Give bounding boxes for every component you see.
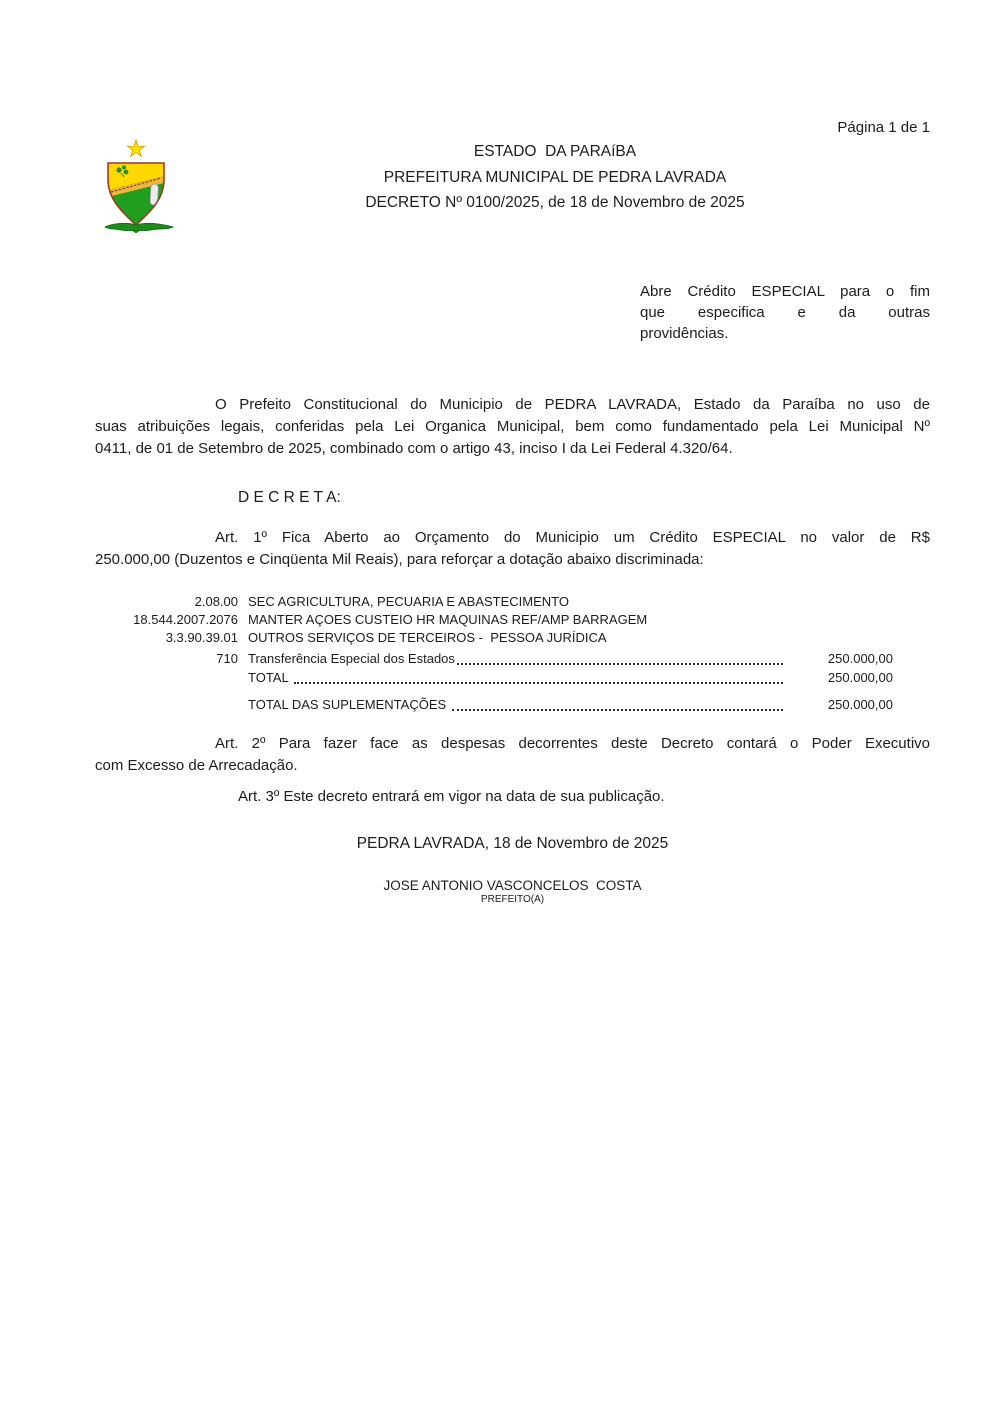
decreta-heading: D E C R E T A: (238, 489, 341, 506)
summary-line: Abre Crédito ESPECIAL para o fim (640, 283, 930, 300)
amount-value: 250.000,00 (827, 697, 893, 712)
decree-preamble (95, 394, 930, 460)
star-icon (127, 140, 144, 156)
account-description: SEC AGRICULTURA, PECUARIA E ABASTECIMENTO (248, 594, 569, 609)
account-description: TOTAL DAS SUPLEMENTAÇÕES (248, 697, 450, 712)
amount-value: 250.000,00 (827, 651, 893, 666)
account-description: TOTAL (248, 670, 292, 685)
document-header (180, 139, 930, 216)
table-row (95, 611, 893, 629)
ribbon-shape (105, 223, 173, 231)
account-code: 710 (216, 651, 238, 666)
decree-title: DECRETO Nº 0100/2025, de 18 de Novembro de 2025 (365, 194, 745, 211)
table-row (95, 593, 893, 611)
account-code: 2.08.00 (194, 594, 238, 609)
municipality-name: PREFEITURA MUNICIPAL DE PEDRA LAVRADA (383, 168, 727, 186)
preamble-line: suas atribuições legais, conferidas pela Lei Organica Municipal, bem como fundamentado pela Lei Municipal Nº (95, 418, 930, 435)
account-description: OUTROS SERVIÇOS DE TERCEIROS - PESSOA JURÍDICA (248, 630, 607, 645)
table-row (95, 629, 893, 647)
state-name: ESTADO DA PARAíBA (473, 143, 637, 160)
summary-line: que especifica e da outras (640, 304, 930, 321)
table-row (95, 669, 893, 687)
article-2-line: Art. 2º Para fazer face as despesas decorrentes deste Decreto contará o Poder Executivo (215, 735, 930, 752)
decree-summary (640, 281, 930, 344)
account-code: 3.3.90.39.01 (165, 630, 238, 645)
article-1-line: Art. 1º Fica Aberto ao Orçamento do Municipio um Crédito ESPECIAL no valor de R$ (215, 529, 930, 546)
account-description: Transferência Especial dos Estados (248, 651, 455, 666)
amount-value: 250.000,00 (827, 670, 893, 685)
municipal-coat-of-arms-logo (103, 136, 175, 236)
signature-block (95, 878, 930, 905)
mayor-title: PREFEITO(A) (480, 894, 545, 905)
table-row (95, 650, 893, 668)
table-row (95, 696, 893, 714)
article-2-line: com Excesso de Arrecadação. (95, 757, 298, 774)
budget-table (95, 593, 893, 714)
dot-leader (452, 709, 783, 711)
article-3: Art. 3º Este decreto entrará em vigor na data de sua publicação. (238, 788, 665, 805)
place-and-date: PEDRA LAVRADA, 18 de Novembro de 2025 (356, 835, 669, 852)
dot-leader (294, 682, 783, 684)
article-1-line: 250.000,00 (Duzentos e Cinqüenta Mil Reais), para reforçar a dotação abaixo discriminada: (95, 551, 704, 568)
account-description: MANTER AÇOES CUSTEIO HR MAQUINAS REF/AMP BARRAGEM (248, 612, 648, 627)
summary-line: providências. (640, 325, 729, 342)
article-2 (95, 733, 930, 777)
mayor-name: JOSE ANTONIO VASCONCELOS COSTA (383, 878, 642, 893)
preamble-line: O Prefeito Constitucional do Municipio de PEDRA LAVRADA, Estado da Paraíba no uso de (215, 396, 930, 413)
preamble-line: 0411, de 01 de Setembro de 2025, combinado com o artigo 43, inciso I da Lei Federal 4.320/64. (95, 440, 733, 457)
page-indicator: Página 1 de 1 (837, 119, 930, 136)
dot-leader (457, 663, 783, 665)
article-1 (95, 527, 930, 571)
account-code: 18.544.2007.2076 (133, 612, 238, 627)
